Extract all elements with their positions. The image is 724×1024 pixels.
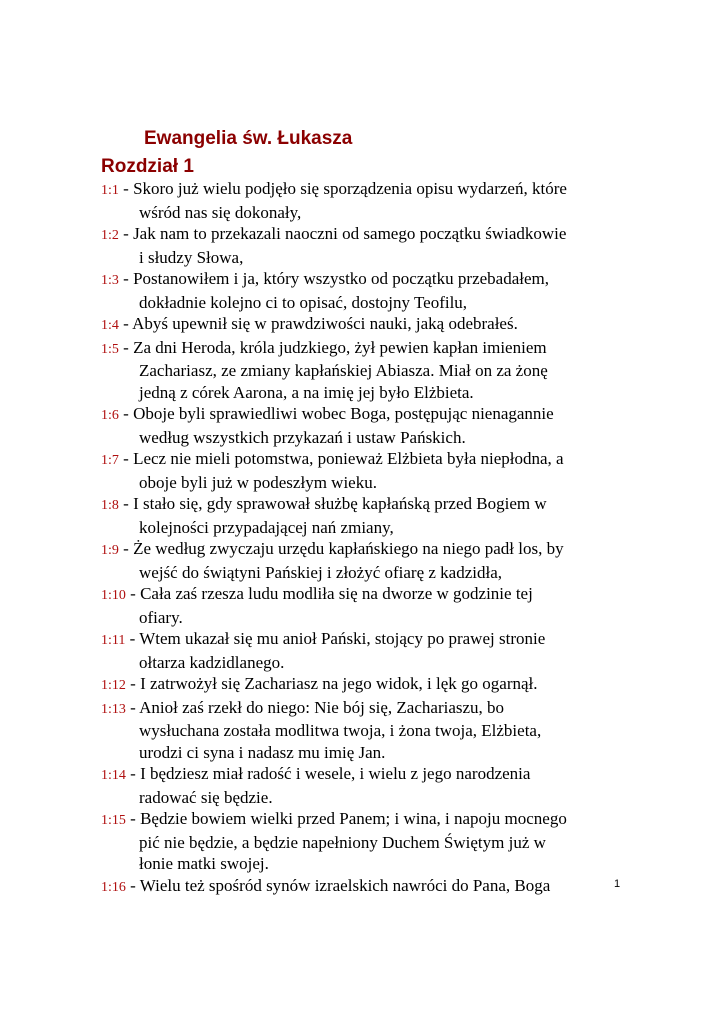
verse-number: 1:5 bbox=[101, 341, 119, 357]
verse-number: 1:10 bbox=[101, 588, 126, 603]
verse bbox=[101, 178, 641, 223]
verse-line bbox=[101, 517, 641, 539]
verse bbox=[101, 223, 641, 268]
verse-text: I będziesz miał radość i wesele, i wielu z jego narodzenia bbox=[140, 764, 531, 783]
verse-separator: - bbox=[125, 674, 141, 693]
verse-number: 1:9 bbox=[101, 543, 119, 558]
verse-line bbox=[101, 403, 641, 427]
verse-line bbox=[101, 337, 641, 361]
verse-separator: - bbox=[125, 764, 141, 783]
verse-text: radować się będzie. bbox=[139, 787, 273, 807]
verse-separator: - bbox=[118, 224, 134, 243]
verse-number: 1:6 bbox=[101, 408, 119, 423]
verse bbox=[101, 403, 641, 448]
verse-number: 1:4 bbox=[101, 318, 119, 333]
verse-line bbox=[101, 178, 641, 202]
verse-line bbox=[101, 360, 641, 382]
verse-text: Jak nam to przekazali naoczni od samego początku świadkowie bbox=[133, 224, 567, 243]
verse-separator: - bbox=[118, 179, 134, 198]
verse-line bbox=[101, 720, 641, 742]
verse-text: Abyś upewnił się w prawdziwości nauki, jaką odebrałeś. bbox=[132, 314, 518, 333]
verse-text: pić nie będzie, a będzie napełniony Duchem Świętym już w bbox=[139, 832, 546, 852]
verse bbox=[101, 763, 641, 808]
verse-line bbox=[101, 202, 641, 224]
verse-line bbox=[101, 448, 641, 472]
verse-number: 1:7 bbox=[101, 453, 119, 468]
verse-number: 1:12 bbox=[101, 678, 126, 693]
verse-line bbox=[101, 247, 641, 269]
verse-line bbox=[101, 875, 641, 899]
verse-list bbox=[101, 178, 641, 898]
verse-line bbox=[101, 538, 641, 562]
verse-text: Za dni Heroda, króla judzkiego, żył pewien kapłan imieniem bbox=[133, 337, 547, 357]
verse-line bbox=[101, 832, 641, 854]
verse bbox=[101, 628, 641, 673]
verse-text: i słudzy Słowa, bbox=[139, 247, 244, 267]
verse-separator: - bbox=[125, 584, 141, 603]
verse-line bbox=[101, 607, 641, 629]
verse-line bbox=[101, 673, 641, 697]
verse bbox=[101, 337, 641, 404]
verse-text: Wtem ukazał się mu anioł Pański, stojący po prawej stronie bbox=[139, 629, 546, 648]
page-number: 1 bbox=[614, 878, 621, 890]
verse-text: oboje byli już w podeszłym wieku. bbox=[139, 472, 377, 492]
verse-text: I stało się, gdy sprawował służbę kapłańską przed Bogiem w bbox=[133, 494, 547, 513]
verse-number: 1:14 bbox=[101, 768, 126, 783]
verse bbox=[101, 493, 641, 538]
verse-text: wśród nas się dokonały, bbox=[139, 202, 302, 222]
verse-line bbox=[101, 562, 641, 584]
verse-text: dokładnie kolejno ci to opisać, dostojny Teofilu, bbox=[139, 292, 468, 312]
verse-text: według wszystkich przykazań i ustaw Pańskich. bbox=[139, 427, 466, 447]
verse-line bbox=[101, 853, 641, 875]
verse-separator: - bbox=[118, 314, 133, 333]
verse-line bbox=[101, 493, 641, 517]
verse-text: ofiary. bbox=[139, 607, 183, 627]
verse-text: Oboje byli sprawiedliwi wobec Boga, postępując nienagannie bbox=[133, 404, 554, 423]
verse bbox=[101, 448, 641, 493]
verse-text: I zatrwożył się Zachariasz na jego widok, i lęk go ogarnął. bbox=[140, 674, 538, 693]
verse bbox=[101, 538, 641, 583]
verse-text: Postanowiłem i ja, który wszystko od początku przebadałem, bbox=[133, 269, 549, 288]
verse-number: 1:2 bbox=[101, 228, 119, 243]
verse-separator: - bbox=[125, 697, 140, 717]
verse-text: urodzi ci syna i nadasz mu imię Jan. bbox=[139, 742, 386, 762]
verse-number: 1:1 bbox=[101, 183, 119, 198]
verse-text: Anioł zaś rzekł do niego: Nie bój się, Zachariaszu, bo bbox=[139, 697, 505, 717]
verse-text: wysłuchana została modlitwa twoja, i żona twoja, Elżbieta, bbox=[139, 721, 542, 740]
verse bbox=[101, 313, 641, 337]
verse-text: ołtarza kadzidlanego. bbox=[139, 652, 285, 672]
verse-number: 1:16 bbox=[101, 879, 126, 895]
verse-line bbox=[101, 787, 641, 809]
verse-line bbox=[101, 223, 641, 247]
verse-line bbox=[101, 808, 641, 832]
verse bbox=[101, 697, 641, 764]
verse-line bbox=[101, 697, 641, 721]
verse-text: łonie matki swojej. bbox=[139, 854, 269, 873]
verse-line bbox=[101, 313, 641, 337]
verse-text: Cała zaś rzesza ludu modliła się na dworze w godzinie tej bbox=[140, 584, 533, 603]
verse-text: wejść do świątyni Pańskiej i złożyć ofiarę z kadzidła, bbox=[139, 562, 503, 582]
verse-text: Będzie bowiem wielki przed Panem; i wina, i napoju mocnego bbox=[140, 809, 567, 828]
verse-text: Że według zwyczaju urzędu kapłańskiego na niego padł los, by bbox=[133, 539, 564, 558]
verse-number: 1:15 bbox=[101, 813, 126, 828]
verse-separator: - bbox=[125, 875, 140, 895]
verse-separator: - bbox=[118, 269, 134, 288]
verse-line bbox=[101, 427, 641, 449]
verse-separator: - bbox=[118, 404, 134, 423]
verse-number: 1:8 bbox=[101, 498, 119, 513]
verse-line bbox=[101, 742, 641, 764]
verse bbox=[101, 673, 641, 697]
verse-line bbox=[101, 628, 641, 652]
verse-line bbox=[101, 268, 641, 292]
verse-separator: - bbox=[118, 539, 134, 558]
verse bbox=[101, 268, 641, 313]
chapter-title: Rozdział 1 bbox=[101, 156, 194, 177]
verse-line bbox=[101, 382, 641, 404]
verse bbox=[101, 583, 641, 628]
verse-number: 1:11 bbox=[101, 633, 126, 648]
verse-text: Zachariasz, ze zmiany kapłańskiej Abiasza. Miał on za żonę bbox=[139, 361, 548, 380]
verse bbox=[101, 875, 641, 899]
verse-line bbox=[101, 292, 641, 314]
verse-separator: - bbox=[125, 629, 140, 648]
verse-number: 1:3 bbox=[101, 273, 119, 288]
verse-separator: - bbox=[118, 449, 134, 468]
verse-separator: - bbox=[118, 494, 134, 513]
verse-line bbox=[101, 652, 641, 674]
verse bbox=[101, 808, 641, 875]
book-title: Ewangelia św. Łukasza bbox=[144, 128, 353, 149]
verse-text: Lecz nie mieli potomstwa, ponieważ Elżbieta była niepłodna, a bbox=[133, 449, 564, 468]
verse-separator: - bbox=[125, 809, 141, 828]
verse-line bbox=[101, 763, 641, 787]
verse-separator: - bbox=[118, 337, 134, 357]
verse-text: Skoro już wielu podjęło się sporządzenia opisu wydarzeń, które bbox=[133, 179, 567, 198]
verse-number: 1:13 bbox=[101, 701, 126, 717]
verse-line bbox=[101, 583, 641, 607]
verse-text: jedną z córek Aarona, a na imię jej było Elżbieta. bbox=[139, 382, 474, 402]
verse-text: Wielu też spośród synów izraelskich nawróci do Pana, Boga bbox=[139, 875, 551, 895]
verse-text: kolejności przypadającej nań zmiany, bbox=[139, 517, 394, 537]
verse-line bbox=[101, 472, 641, 494]
